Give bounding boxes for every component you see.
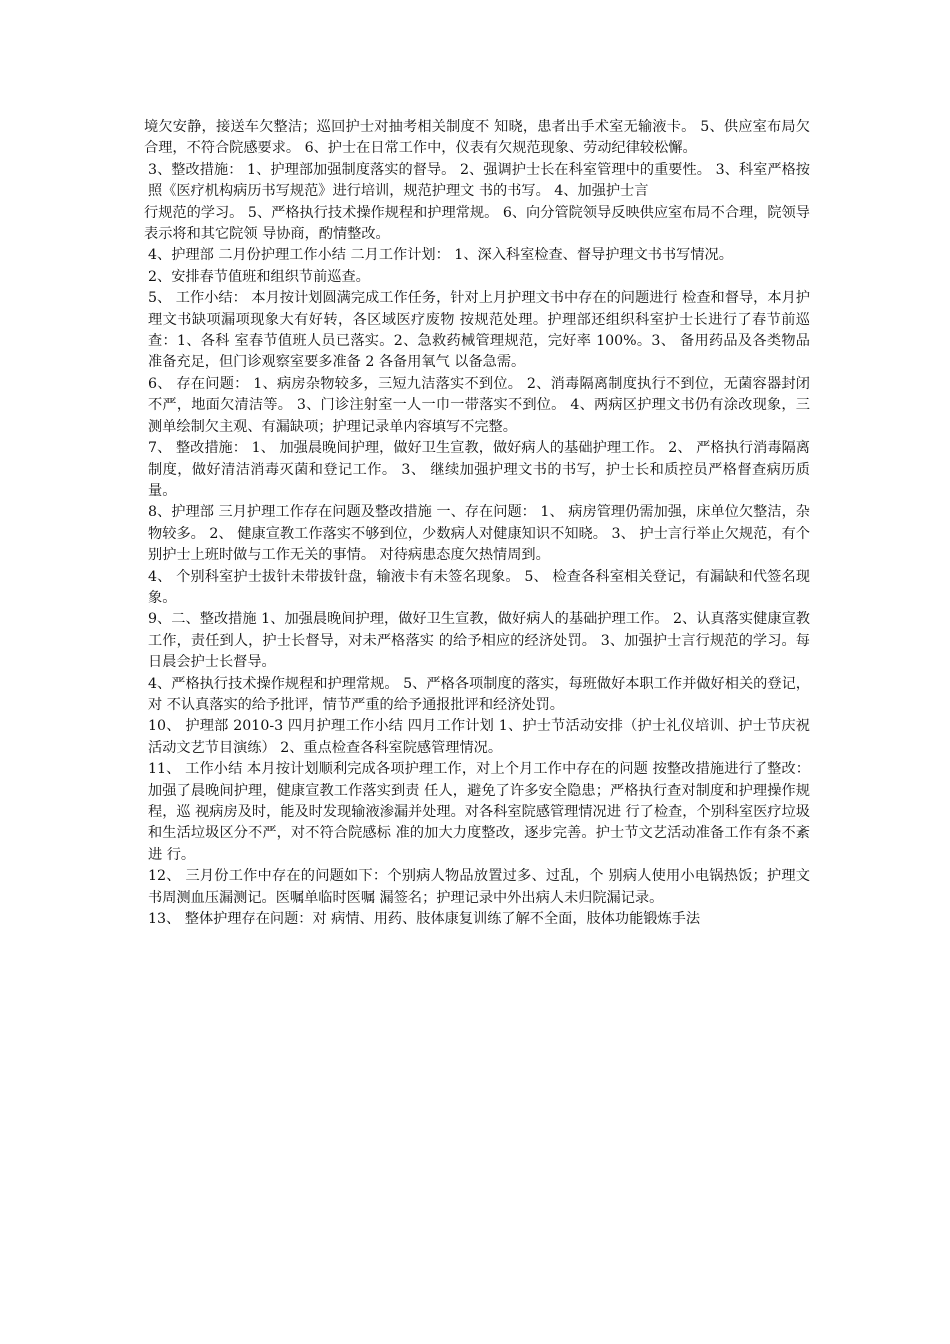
document-body (144, 117, 810, 930)
paragraph-15: 12、 三月份工作中存在的问题如下：个别病人物品放置过多、过乱，个 别病人使用小电锅热饭；护理文书周测血压漏测记。医嘱单临时医嘱 漏签名；护理记录中外出病人未归院漏记录。 (148, 868, 810, 906)
paragraph-5: 2、安排春节值班和组织节前巡查。 (148, 268, 370, 285)
paragraph-4: 4、护理部 二月份护理工作小结 二月工作计划： 1、深入科室检查、督导护理文书书写情况。 (148, 247, 733, 264)
paragraph-1: 境欠安静，接送车欠整洁；巡回护士对抽考相关制度不 知晓，患者出手术室无输液卡。 5、供应室布局欠合理，不符合院感要求。 6、护士在日常工作中，仪表有欠规范现象、劳动纪律较松懈。 (144, 119, 810, 157)
paragraph-12: 4、严格执行技术操作规程和护理常规。 5、严格各项制度的落实，每班做好本职工作并做好相关的登记，对 不认真落实的给予批评，情节严重的给予通报批评和经济处罚。 (148, 675, 810, 713)
paragraph-8: 7、 整改措施： 1、 加强晨晚间护理，做好卫生宣教，做好病人的基础护理工作。 2、 严格执行消毒隔离制度，做好清洁消毒灭菌和登记工作。 3、 继续加强护理文书的书写，护士长和质控员严格督查病历质量。 (148, 440, 810, 499)
paragraph-6: 5、 工作小结： 本月按计划圆满完成工作任务，针对上月护理文书中存在的问题进行 检查和督导，本月护理文书缺项漏项现象大有好转，各区域医疗废物 按规范处理。护理部还组织科室护士长进行了春节前巡查：1、各科 室春节值班人员已落实。2、急救药械管理规范，完好率 100%。3、 备用药品及各类物品准备充足，但门诊观察室要多准备 2 各备用氧气 以备急需。 (148, 290, 810, 371)
paragraph-10: 4、 个别科室护士拔针未带拔针盘，输液卡有未签名现象。 5、 检查各科室相关登记，有漏缺和代签名现象。 (148, 568, 810, 606)
paragraph-2: 3、整改措施： 1、护理部加强制度落实的督导。 2、强调护士长在科室管理中的重要性。 3、科室严格按照《医疗机构病历书写规范》进行培训，规范护理文 书的书写。 4、加强护士言 (148, 161, 810, 200)
paragraph-7: 6、 存在问题： 1、病房杂物较多，三短九洁落实不到位。 2、消毒隔离制度执行不到位，无菌容器封闭不严，地面欠清洁等。 3、门诊注射室一人一巾一带落实不到位。 4、两病区护理文书仍有涂改现象，三测单绘制欠主观、有漏缺项；护理记录单内容填写不完整。 (148, 375, 810, 435)
paragraph-13: 10、 护理部 2010-3 四月护理工作小结 四月工作计划 1、护士节活动安排（护士礼仪培训、护士节庆祝活动文艺节目演练） 2、重点检查各科室院感管理情况。 (148, 718, 810, 756)
paragraph-3: 行规范的学习。 5、严格执行技术操作规程和护理常规。 6、向分管院领导反映供应室布局不合理，院领导表示将和其它院领 导协商，酌情整改。 (144, 204, 810, 243)
paragraph-16: 13、 整体护理存在问题：对 病情、用药、肢体康复训练了解不全面，肢体功能锻炼手法 (148, 911, 701, 928)
paragraph-11: 9、二、整改措施 1、加强晨晚间护理，做好卫生宣教，做好病人的基础护理工作。 2、认真落实健康宣教工作，责任到人，护士长督导，对未严格落实 的给予相应的经济处罚。 3、加强护士言行规范的学习。每日晨会护士长督导。 (148, 611, 810, 671)
paragraph-14: 11、 工作小结 本月按计划顺利完成各项护理工作，对上个月工作中存在的问题 按整改措施进行了整改：加强了晨晚间护理，健康宣教工作落实到责 任人，避免了许多安全隐患；严格执行查对制度和护理操作规程，巡 视病房及时，能及时发现输液渗漏并处理。对各科室院感管理情况进 行了检查，个别科室医疗垃圾和生活垃圾区分不严，对不符合院感标 准的加大力度整改，逐步完善。护士节文艺活动准备工作有条不紊进 行。 (148, 761, 810, 863)
paragraph-9: 8、护理部 三月护理工作存在问题及整改措施 一、存在问题： 1、 病房管理仍需加强，床单位欠整洁，杂物较多。 2、 健康宣教工作落实不够到位，少数病人对健康知识不知晓。 3、 护士言行举止欠规范，有个别护士上班时做与工作无关的事情。 对待病患态度欠热情周到。 (148, 504, 810, 564)
